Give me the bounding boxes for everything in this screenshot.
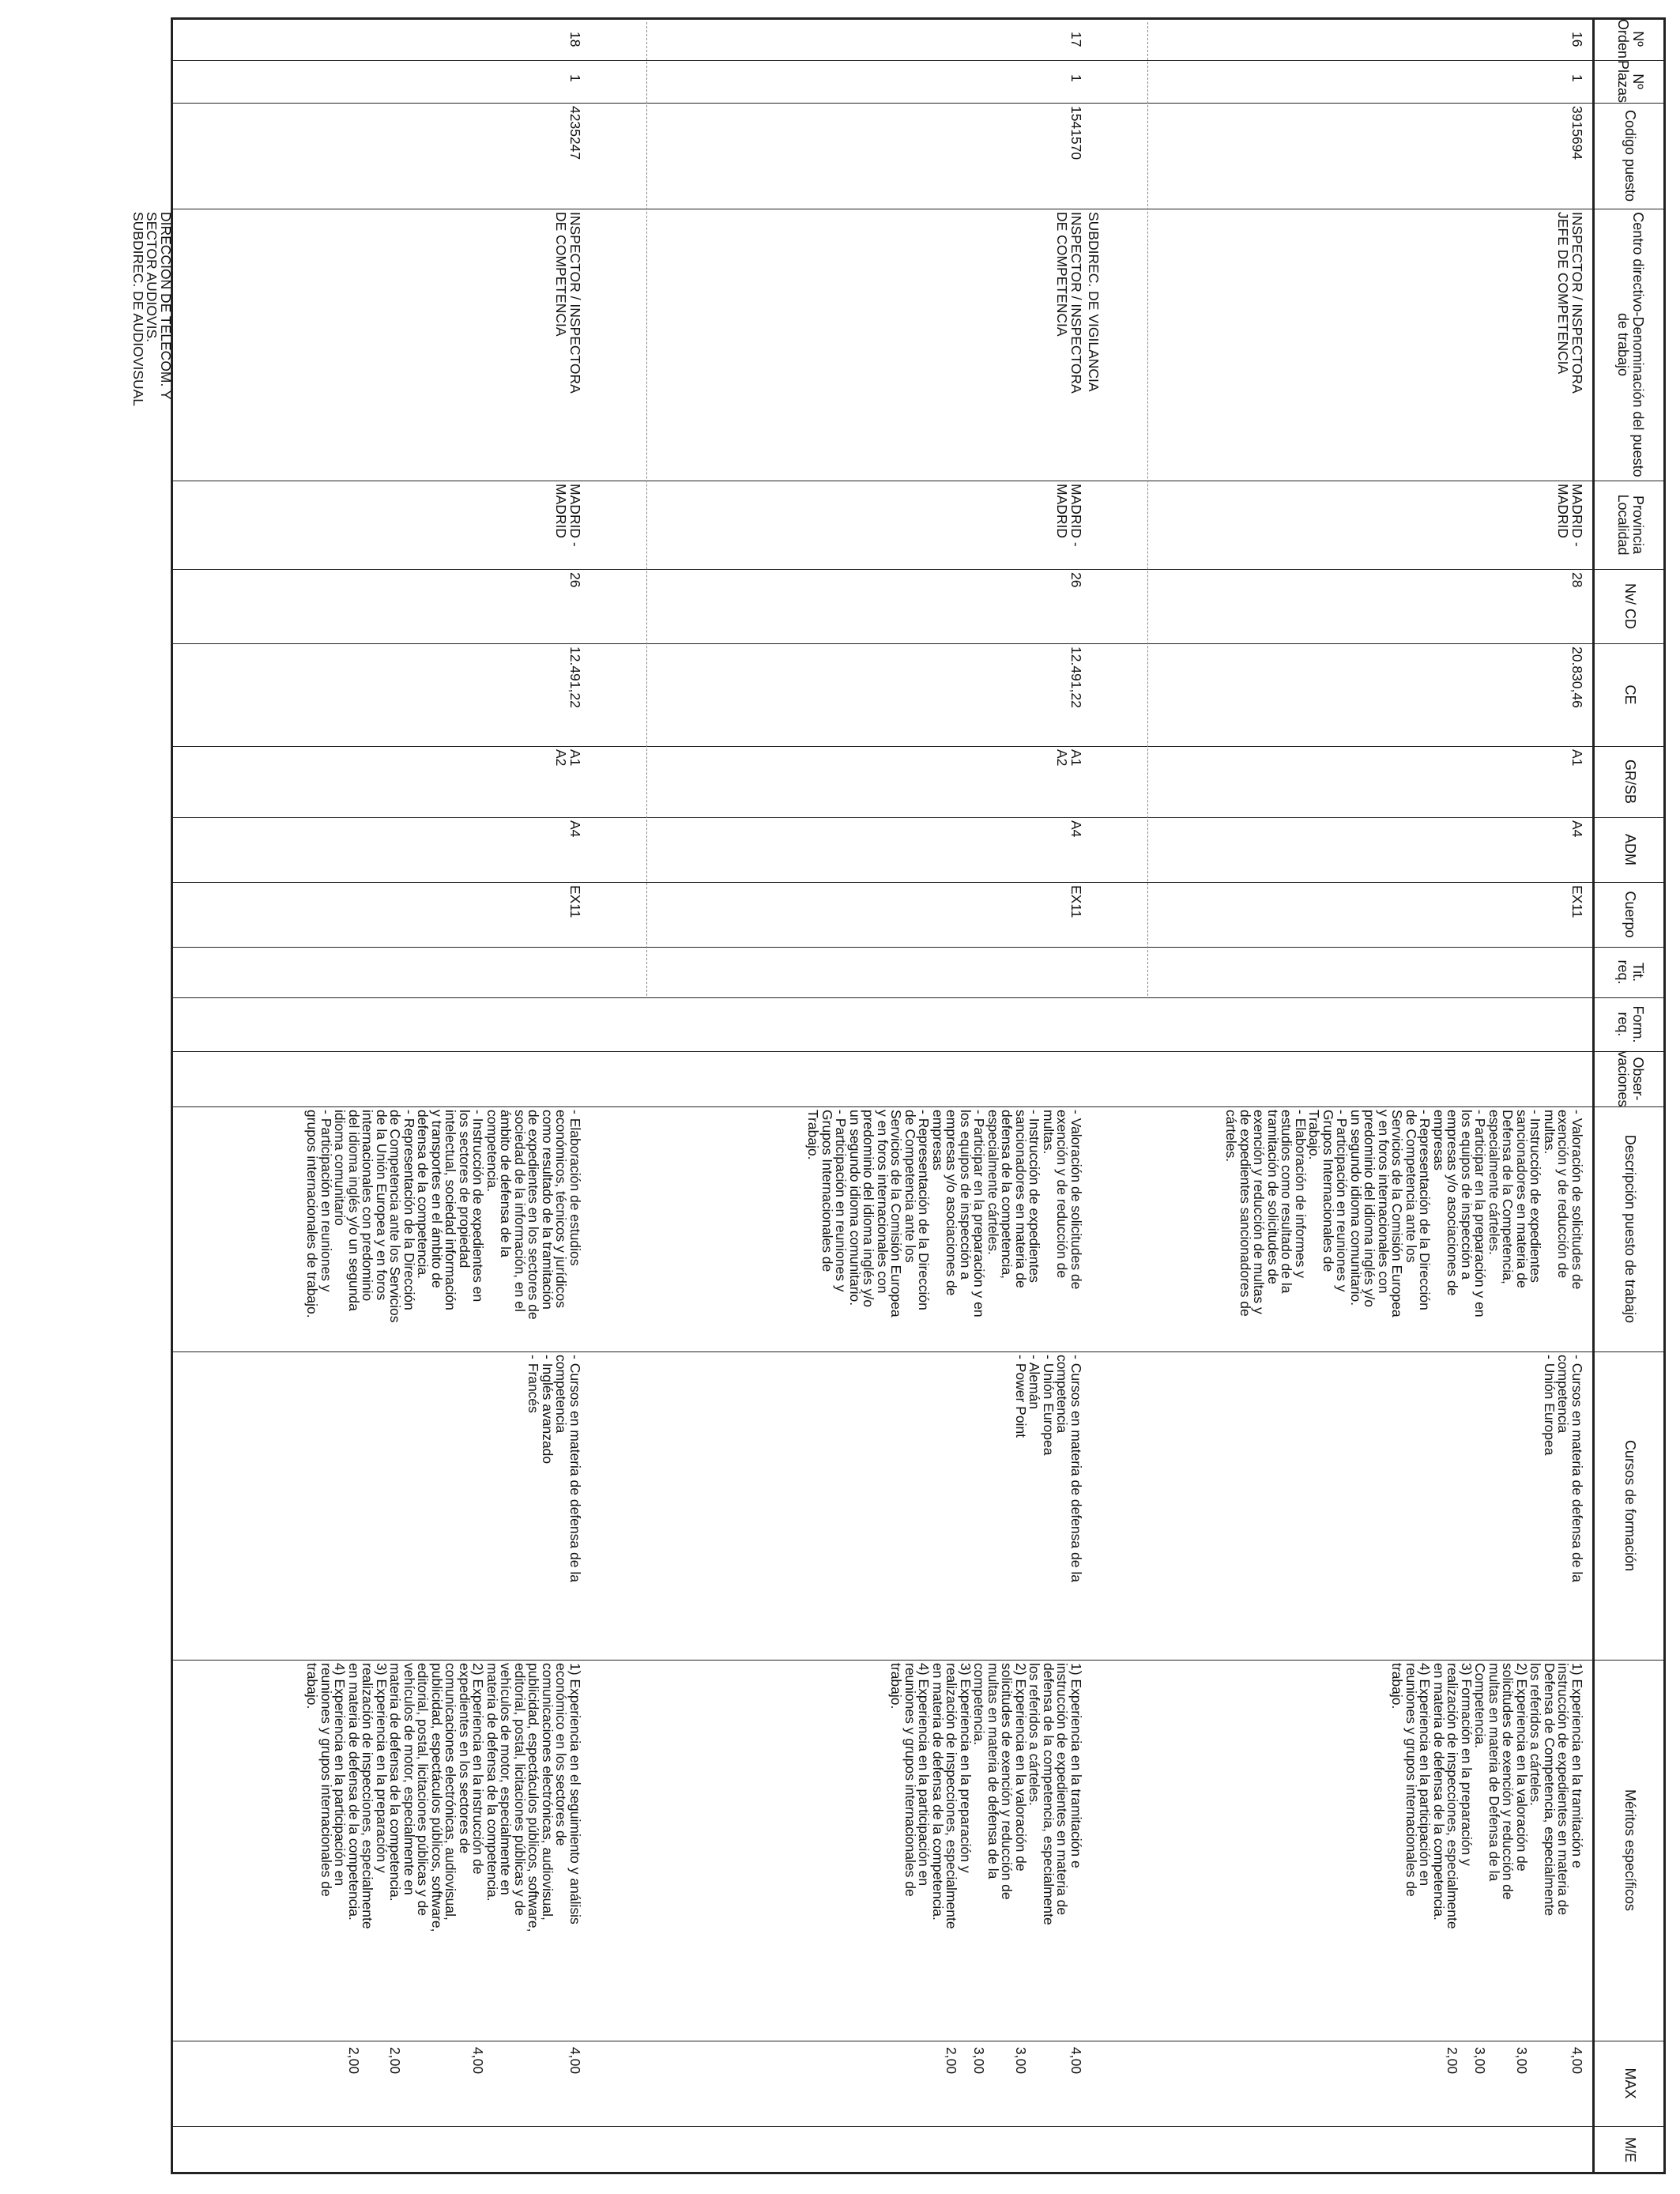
cell-max-score: 2,00 (346, 2047, 362, 2075)
cell-nivel: 28 (1569, 572, 1585, 588)
cell-centro-directivo: DIRECCION DE TELECOM. Y SECTOR AUDIOVIS. SUBDIREC. DE AUDIOVISUAL (130, 212, 174, 407)
col-rule (171, 1106, 1666, 1107)
col-rule (171, 817, 1666, 818)
header-max: MAX (1622, 2068, 1639, 2099)
header-plazas: Nº Plazas (1615, 59, 1646, 104)
cell-max-score: 4,00 (1068, 2047, 1084, 2075)
cell-max-score: 4,00 (470, 2047, 487, 2075)
cell-codigo: 3915694 (1569, 106, 1585, 160)
cell-provincia: MADRID - MADRID (1054, 484, 1084, 547)
col-rule (171, 17, 1666, 20)
cell-adm: A4 (1068, 820, 1084, 838)
cell-ce: 12.491,22 (567, 647, 583, 708)
col-rule (171, 1660, 1666, 1661)
cell-cursos: - Cursos en materia de defensa de la competencia - Unión Europea - Alemán - Power Point (1013, 1355, 1084, 1582)
cell-max-score: 3,00 (1472, 2047, 1489, 2075)
cell-orden: 17 (1068, 32, 1084, 47)
col-rule (171, 103, 1666, 104)
header-me: M/E (1622, 2136, 1639, 2162)
cell-grsb: A1 A2 (1054, 749, 1084, 767)
cell-provincia: MADRID - MADRID (553, 484, 583, 547)
header-obs: Obser-vaciones (1615, 1050, 1646, 1107)
cell-centro: INSPECTOR / INSPECTORA DE COMPETENCIA (1054, 212, 1084, 394)
cell-ce: 20.830,46 (1569, 647, 1585, 708)
col-rule (171, 882, 1666, 883)
header-tit: Tit. req. (1615, 959, 1646, 985)
cell-provincia: MADRID - MADRID (1555, 484, 1585, 547)
cell-max-score: 3,00 (1013, 2047, 1029, 2075)
cell-centro: INSPECTOR / INSPECTORA JEFE DE COMPETENCIA (1555, 212, 1585, 394)
header-centro: Centro directivo-Denominación del puesto de trabajo (1615, 212, 1646, 477)
cell-max-score: 2,00 (387, 2047, 404, 2075)
cell-cursos: - Cursos en materia de defensa de la competencia - Inglés avanzado - Francés (525, 1355, 583, 1582)
col-rule (171, 997, 1666, 998)
row-separator (646, 22, 647, 996)
header-nivel: Nv/ CD (1622, 583, 1639, 629)
col-rule (171, 643, 1666, 644)
cell-centro: INSPECTOR / INSPECTORA DE COMPETENCIA (553, 212, 583, 394)
header-form: Form. req. (1615, 1005, 1646, 1043)
col-rule (171, 1051, 1666, 1052)
cell-adm: A4 (567, 820, 583, 838)
header-descripcion: Descripción puesto de trabajo (1622, 1134, 1639, 1324)
cell-plazas: 1 (1068, 74, 1084, 82)
header-orden: Nº Orden (1615, 18, 1646, 59)
cell-cuerpo: EX11 (1068, 885, 1084, 918)
cell-grsb: A1 A2 (553, 749, 583, 767)
cell-nivel: 26 (567, 572, 583, 588)
cell-plazas: 1 (1569, 74, 1585, 82)
col-rule (171, 2126, 1666, 2127)
header-ce: CE (1622, 684, 1639, 705)
col-rule (171, 1351, 1666, 1352)
cell-orden: 16 (1569, 32, 1585, 47)
positions-table (130, 17, 1666, 2173)
cell-max-score: 2,00 (1445, 2047, 1461, 2075)
cell-descripcion: - Elaboración de estudios económicos, técnicos y jurídicos como resultado de la tramitación de expedientes en los sectores de sociedad de la información, en el ámbito de defensa de la competencia. - Instrucción de expedientes en los sectores de propiedad intelectual, sociedad información y transportes en el ámbito de defensa de la competencia. - Representación de la Dirección de Competencia ante los Servicios de la Unión Europea y en foros internacionales con predominio del idioma inglés y/o un segunda idioma comunitario - Participación en reuniones y grupos internacionales de trabajo. (304, 1110, 583, 1323)
cell-codigo: 4235247 (567, 106, 583, 160)
cell-grsb: A1 (1569, 749, 1585, 767)
cell-max-score: 2,00 (944, 2047, 960, 2075)
cell-codigo: 1541570 (1068, 106, 1084, 160)
cell-max-score: 3,00 (971, 2047, 988, 2075)
col-rule (171, 746, 1666, 747)
cell-cursos: - Cursos en materia de defensa de la competencia - Unión Europea (1542, 1355, 1585, 1582)
cell-adm: A4 (1569, 820, 1585, 838)
col-rule (171, 60, 1666, 61)
cell-meritos: 1) Experiencia en la tramitación e instrucción de expedientes en materia de Defensa de Competencia, especialmente los referidos a cárteles. 2) Experiencia en la valoración de solicitudes de exención y reducción de multas en materia de Defensa de la Competencia. 3) Formación en la preparación y realización de inspecciones, especialmente en materia de defensa de la competencia. 4) Experiencia en la participación en reuniones y grupos internacionales de trabajo. (1389, 1663, 1585, 1929)
header-grsb: GR/SB (1622, 759, 1639, 804)
header-cuerpo: Cuerpo (1622, 891, 1639, 938)
cell-orden: 18 (567, 32, 583, 47)
cell-max-score: 4,00 (1569, 2047, 1585, 2075)
cell-cuerpo: EX11 (1569, 885, 1585, 918)
header-codigo: Codigo puesto (1622, 109, 1639, 202)
cell-descripcion: - Valoración de solicitudes de exención y de reducción de multas. - Instrucción de expedientes sancionadores en materia de defensa de la competencia, especialmente cárteles. - Participar en la preparación y en los equipos de inspección a empresas y/o asociaciones de empresas - Representación de la Dirección de Competencia ante los Servicios de la Comisión Europea y en foros internacionales con predominio del idioma inglés y/o un segundo idioma comunitario. - Participación en reuniones y Grupos Internacionales de Trabajo. (805, 1110, 1084, 1318)
col-rule (171, 2172, 1666, 2174)
cell-max-score: 3,00 (1514, 2047, 1530, 2075)
header-provincia: Provincia Localidad (1615, 494, 1646, 556)
cell-cuerpo: EX11 (567, 885, 583, 918)
cell-plazas: 1 (567, 74, 583, 82)
cell-ce: 12.491,22 (1068, 647, 1084, 708)
header-adm: ADM (1622, 834, 1639, 865)
header-cursos: Cursos de formación (1622, 1439, 1639, 1572)
cell-max-score: 4,00 (567, 2047, 583, 2075)
header-meritos: Méritos específicos (1622, 1789, 1639, 1912)
col-rule (171, 569, 1666, 570)
cell-descripcion: - Valoración de solicitudes de exención y de reducción de multas. - Instrucción de expedientes sancionadores en materia de Defensa de la Competencia, especialmente cárteles. - Participar en la preparación y en los equipos de inspección a empresas y/o asociaciones de empresas - Representación de la Dirección de Competencia ante los Servicios de la Comisión Europea y en foros internacionales con predominio del idioma inglés y/o un segundo idioma comunitario. - Participación en reuniones y Grupos Internacionales de Trabajo. - Elaboración de informes y estudios como resultado de la tramitación de solicitudes de exención y reducción de multas y de expedientes sancionadores de cárteles. (1223, 1110, 1585, 1318)
cell-meritos: 1) Experiencia en la tramitación e instrucción de expedientes en materia de defensa de la competencia, especialmente los referidos a cárteles. 2) Experiencia en la valoración de solicitudes de exención y reducción de multas en materia de defensa de la competencia. 3) Experiencia en la preparación y realización de inspecciones, especialmente en materia de defensa de la competencia. 4) Experiencia en la participación en reuniones y grupos internacionales de trabajo. (888, 1663, 1084, 1929)
cell-centro-directivo: SUBDIREC. DE VIGILANCIA (1086, 212, 1102, 392)
col-rule (171, 947, 1666, 948)
cell-nivel: 26 (1068, 572, 1084, 588)
row-separator (1147, 22, 1148, 996)
cell-meritos: 1) Experiencia en el seguimiento y análisis económico en los sectores de comunicaciones electrónicas, audiovisual, publicidad, espectáculos públicos, software, editorial, postal, licitaciones públicas y de vehículos de motor, especialmente en materia de defensa de la competencia. 2) Experiencia en la instrucción de expedientes en los sectores de comunicaciones electrónicas, audiovisual, publicidad, espectáculos públicos, software, editorial, postal, licitaciones públicas y de vehículos de motor, especialmente en materia de defensa de la competencia. 3) Experiencia en la preparación y realización de inspecciones, especialmente en materia de defensa de la competencia. 4) Experiencia en la participación en reuniones y grupos internacionales de trabajo. (304, 1663, 583, 1932)
